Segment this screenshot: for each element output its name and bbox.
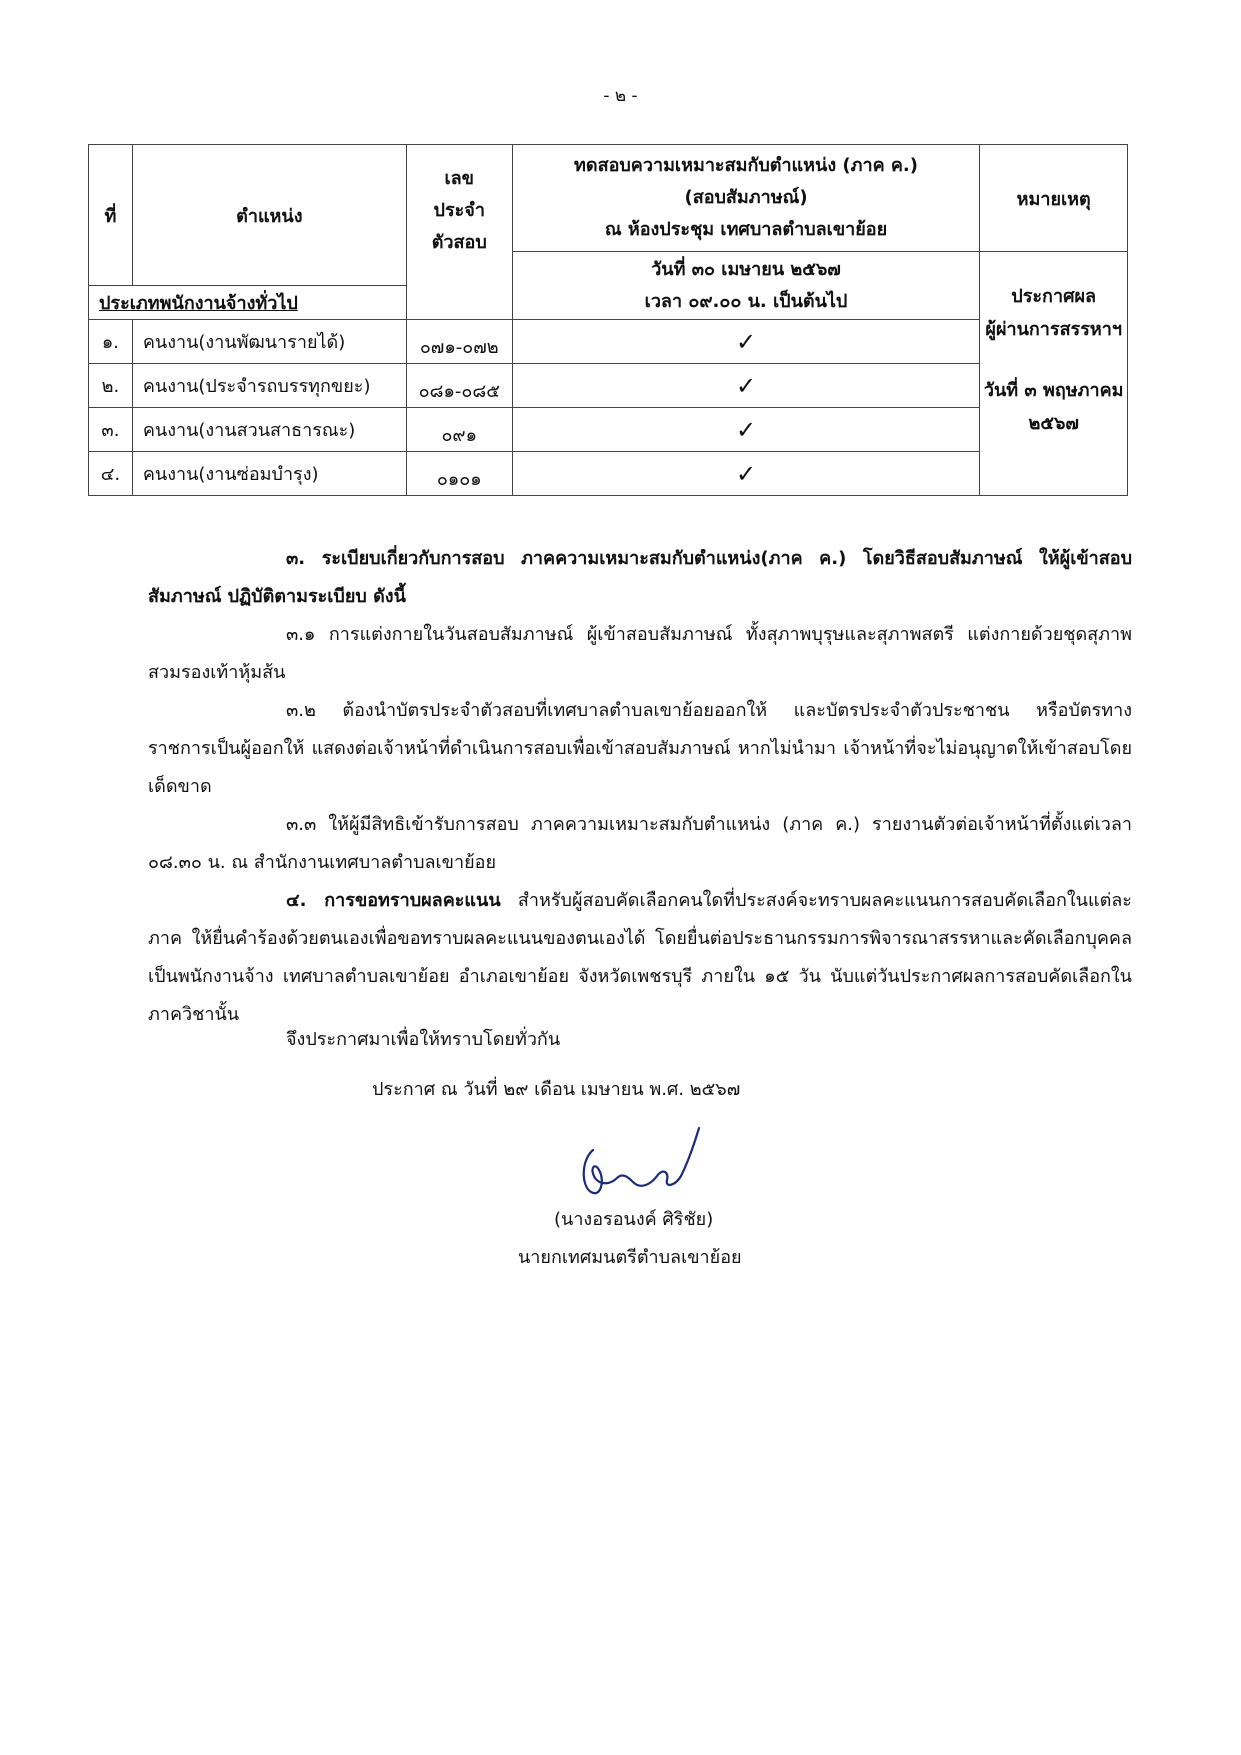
row-exam-id: ๐๗๑-๐๗๒ [406,320,512,364]
table-row [89,408,1128,452]
row-position: คนงาน(งานซ่อมบำรุง) [132,452,406,496]
header-remark: หมายเหตุ [980,145,1128,252]
header-no: ที่ [89,145,133,286]
table-row [89,320,1128,364]
remark-line: ประกาศผล [1011,286,1097,307]
header-test-line: ณ ห้องประชุม เทศบาลตำบลเขาย้อย [604,219,888,240]
header-test-line: (สอบสัมภาษณ์) [684,187,808,208]
check-icon: ✓ [512,452,980,496]
remark-line: ๒๕๖๗ [1028,413,1079,434]
row-number: ๓. [89,408,133,452]
header-test-line: ทดสอบความเหมาะสมกับตำแหน่ง (ภาค ค.) [574,155,918,176]
section-4-heading: ๔. การขอทราบผลคะแนน [286,890,501,911]
row-number: ๑. [89,320,133,364]
header-test [512,145,980,252]
header-date-line: วันที่ ๓๐ เมษายน ๒๕๖๗ [651,259,841,280]
header-exam-id-line: ประจำ [433,200,485,221]
section-3-item-3: ๓.๓ ให้ผู้มีสิทธิเข้ารับการสอบ ภาคความเหมาะสมกับตำแหน่ง (ภาค ค.) รายงานตัวต่อเจ้าหน้าที่ตั้งแต่เวลา ๐๘.๓๐ น. ณ สำนักงานเทศบาลตำบลเขาย้อย [148,814,1132,873]
remark-line: วันที่ ๓ พฤษภาคม [983,380,1124,401]
signature-image [575,1120,705,1210]
check-icon: ✓ [512,364,980,408]
header-exam-id [406,145,512,320]
section-3-heading: ๓. ระเบียบเกี่ยวกับการสอบ ภาคความเหมาะสมกับตำแหน่ง(ภาค ค.) โดยวิธีสอบสัมภาษณ์ ให้ผู้เข้าสอบสัมภาษณ์ ปฏิบัติตามระเบียบ ดังนี้ [148,548,1132,607]
section-4-text: สำหรับผู้สอบคัดเลือกคนใดที่ประสงค์จะทราบผลคะแนนการสอบคัดเลือกในแต่ละภาค ให้ยื่นคำร้องด้วยตนเองเพื่อขอทราบผลคะแนนของตนเองได้ โดยยื่นต่อประธานกรรมการพิจารณาสรรหาและคัดเลือกบุคคลเป็นพนักงานจ้าง เทศบาลตำบลเขาย้อย อำเภอเขาย้อย จังหวัดเพชรบุรี ภายใน ๑๕ วัน นับแต่วันประกาศผลการสอบคัดเลือกในภาควิชานั้น [148,890,1132,1025]
section-3-item-1: ๓.๑ การแต่งกายในวันสอบสัมภาษณ์ ผู้เข้าสอบสัมภาษณ์ ทั้งสุภาพบุรุษและสุภาพสตรี แต่งกายด้วยชุดสุภาพ สวมรองเท้าหุ้มส้น [148,624,1132,683]
header-exam-id-line: ตัวสอบ [431,232,487,253]
row-number: ๔. [89,452,133,496]
row-position: คนงาน(ประจำรถบรรทุกขยะ) [132,364,406,408]
announcement-date: ประกาศ ณ วันที่ ๒๙ เดือน เมษายน พ.ศ. ๒๕๖๗ [372,1079,741,1100]
check-icon: ✓ [512,408,980,452]
row-position: คนงาน(งานสวนสาธารณะ) [132,408,406,452]
header-date [512,252,980,320]
row-exam-id: ๐๑๐๑ [406,452,512,496]
row-exam-id: ๐๙๑ [406,408,512,452]
category-label: ประเภทพนักงานจ้างทั่วไป [89,286,407,320]
exam-schedule-table [88,144,1128,496]
row-number: ๒. [89,364,133,408]
closing-statement: จึงประกาศมาเพื่อให้ทราบโดยทั่วกัน [286,1029,561,1050]
table-row [89,364,1128,408]
remark-line: ผู้ผ่านการสรรหาฯ [985,319,1122,340]
table-row [89,452,1128,496]
signer-name: (นางอรอนงค์ ศิริชัย) [554,1209,714,1230]
section-3 [148,540,1132,1034]
page-number: - ๒ - [603,86,638,106]
section-3-item-2: ๓.๒ ต้องนำบัตรประจำตัวสอบที่เทศบาลตำบลเขาย้อยออกให้ และบัตรประจำตัวประชาชน หรือบัตรทางราชการเป็นผู้ออกให้ แสดงต่อเจ้าหน้าที่ดำเนินการสอบเพื่อเข้าสอบสัมภาษณ์ หากไม่นำมา เจ้าหน้าที่จะไม่อนุญาตให้เข้าสอบโดยเด็ดขาด [148,700,1132,797]
remark-cell [980,252,1128,496]
signer-title: นายกเทศมนตรีตำบลเขาย้อย [518,1247,742,1268]
header-exam-id-line: เลข [444,168,474,189]
header-position: ตำแหน่ง [132,145,406,286]
row-position: คนงาน(งานพัฒนารายได้) [132,320,406,364]
header-date-line: เวลา ๐๙.๐๐ น. เป็นต้นไป [644,291,848,312]
section-4 [148,882,1132,1034]
row-exam-id: ๐๘๑-๐๘๕ [406,364,512,408]
check-icon: ✓ [512,320,980,364]
